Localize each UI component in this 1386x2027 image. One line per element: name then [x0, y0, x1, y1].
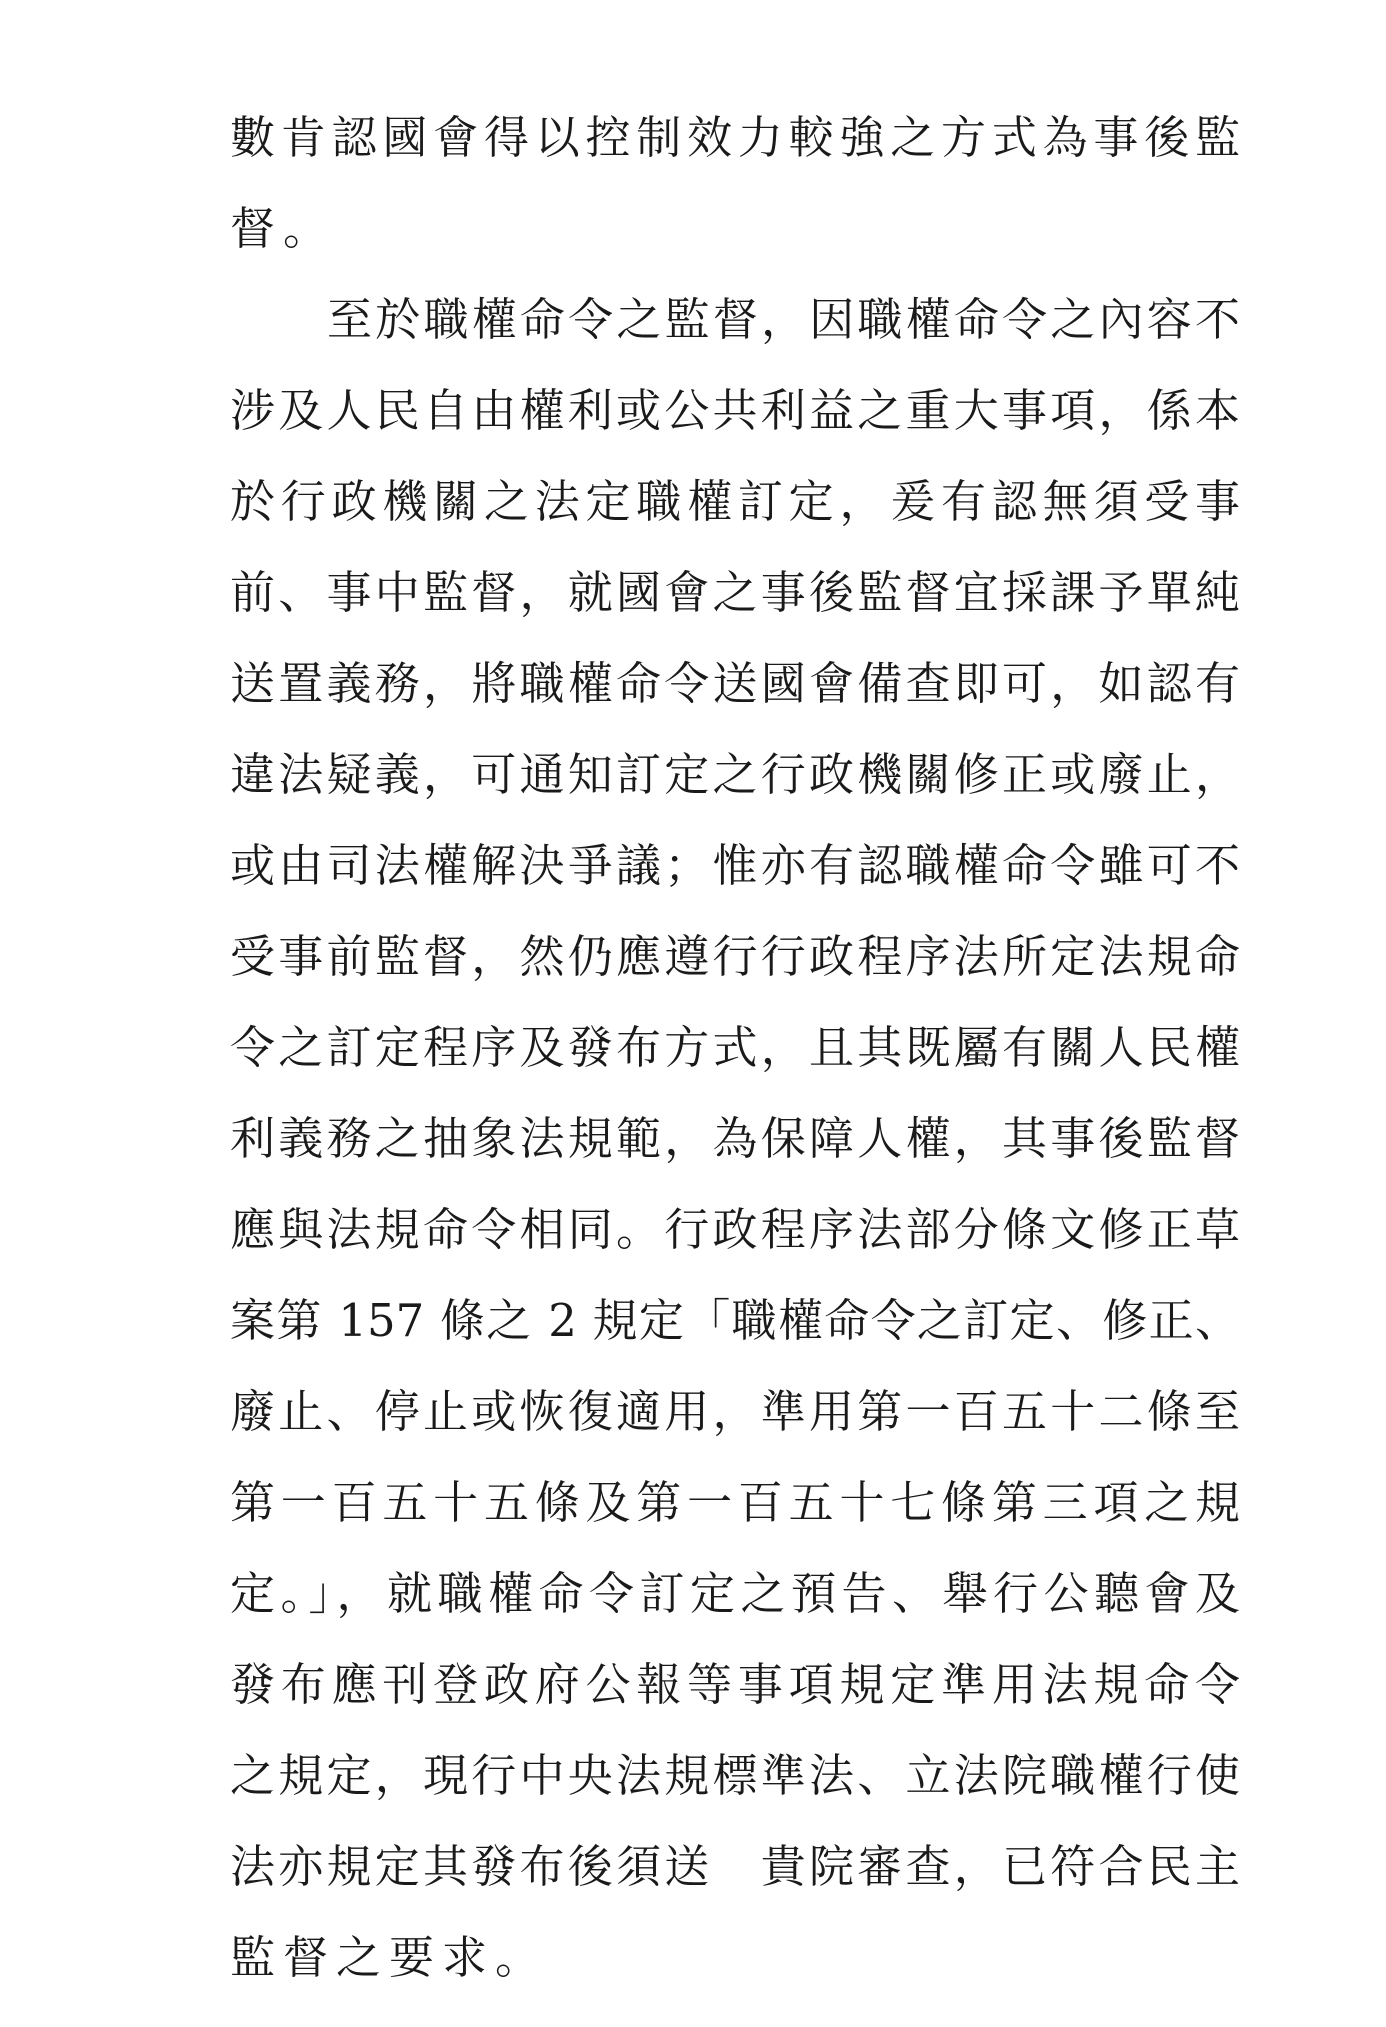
- paragraph-first-line: 至於職權命令之監督，因職權命令之內容不: [327, 293, 1240, 346]
- text-line: 或由司法權解決爭議；惟亦有認職權命令雖可不: [230, 839, 1240, 892]
- text-line: 令之訂定程序及發布方式，且其既屬有關人民權: [230, 1021, 1240, 1074]
- text-line: 督。: [230, 202, 337, 255]
- text-line: 涉及人民自由權利或公共利益之重大事項，係本: [230, 384, 1240, 437]
- text-line: 送置義務，將職權命令送國會備查即可，如認有: [230, 657, 1240, 710]
- text-line: 法亦規定其發布後須送 貴院審查，已符合民主: [230, 1840, 1240, 1893]
- text-line: 第一百五十五條及第一百五十七條第三項之規: [230, 1476, 1240, 1529]
- text-line: 前、事中監督，就國會之事後監督宜採課予單純: [230, 566, 1240, 619]
- text-line: 定。」，就職權命令訂定之預告、舉行公聽會及: [230, 1567, 1240, 1620]
- text-line: 於行政機關之法定職權訂定，爰有認無須受事: [230, 475, 1240, 528]
- text-line: 之規定，現行中央法規標準法、立法院職權行使: [230, 1749, 1240, 1802]
- text-line: 案第 157 條之 2 規定「職權命令之訂定、修正、: [230, 1294, 1240, 1347]
- text-line: 發布應刊登政府公報等事項規定準用法規命令: [230, 1658, 1240, 1711]
- text-line: 應與法規命令相同。行政程序法部分條文修正草: [230, 1203, 1240, 1256]
- text-line: 廢止、停止或恢復適用，準用第一百五十二條至: [230, 1385, 1240, 1438]
- text-line: 監督之要求。: [230, 1931, 549, 1984]
- text-line: 利義務之抽象法規範，為保障人權，其事後監督: [230, 1112, 1240, 1165]
- text-line: 違法疑義，可通知訂定之行政機關修正或廢止，: [230, 748, 1240, 801]
- text-line: 數肯認國會得以控制效力較強之方式為事後監: [230, 111, 1240, 164]
- text-line: 受事前監督，然仍應遵行行政程序法所定法規命: [230, 930, 1240, 983]
- document-body: [230, 92, 1240, 2003]
